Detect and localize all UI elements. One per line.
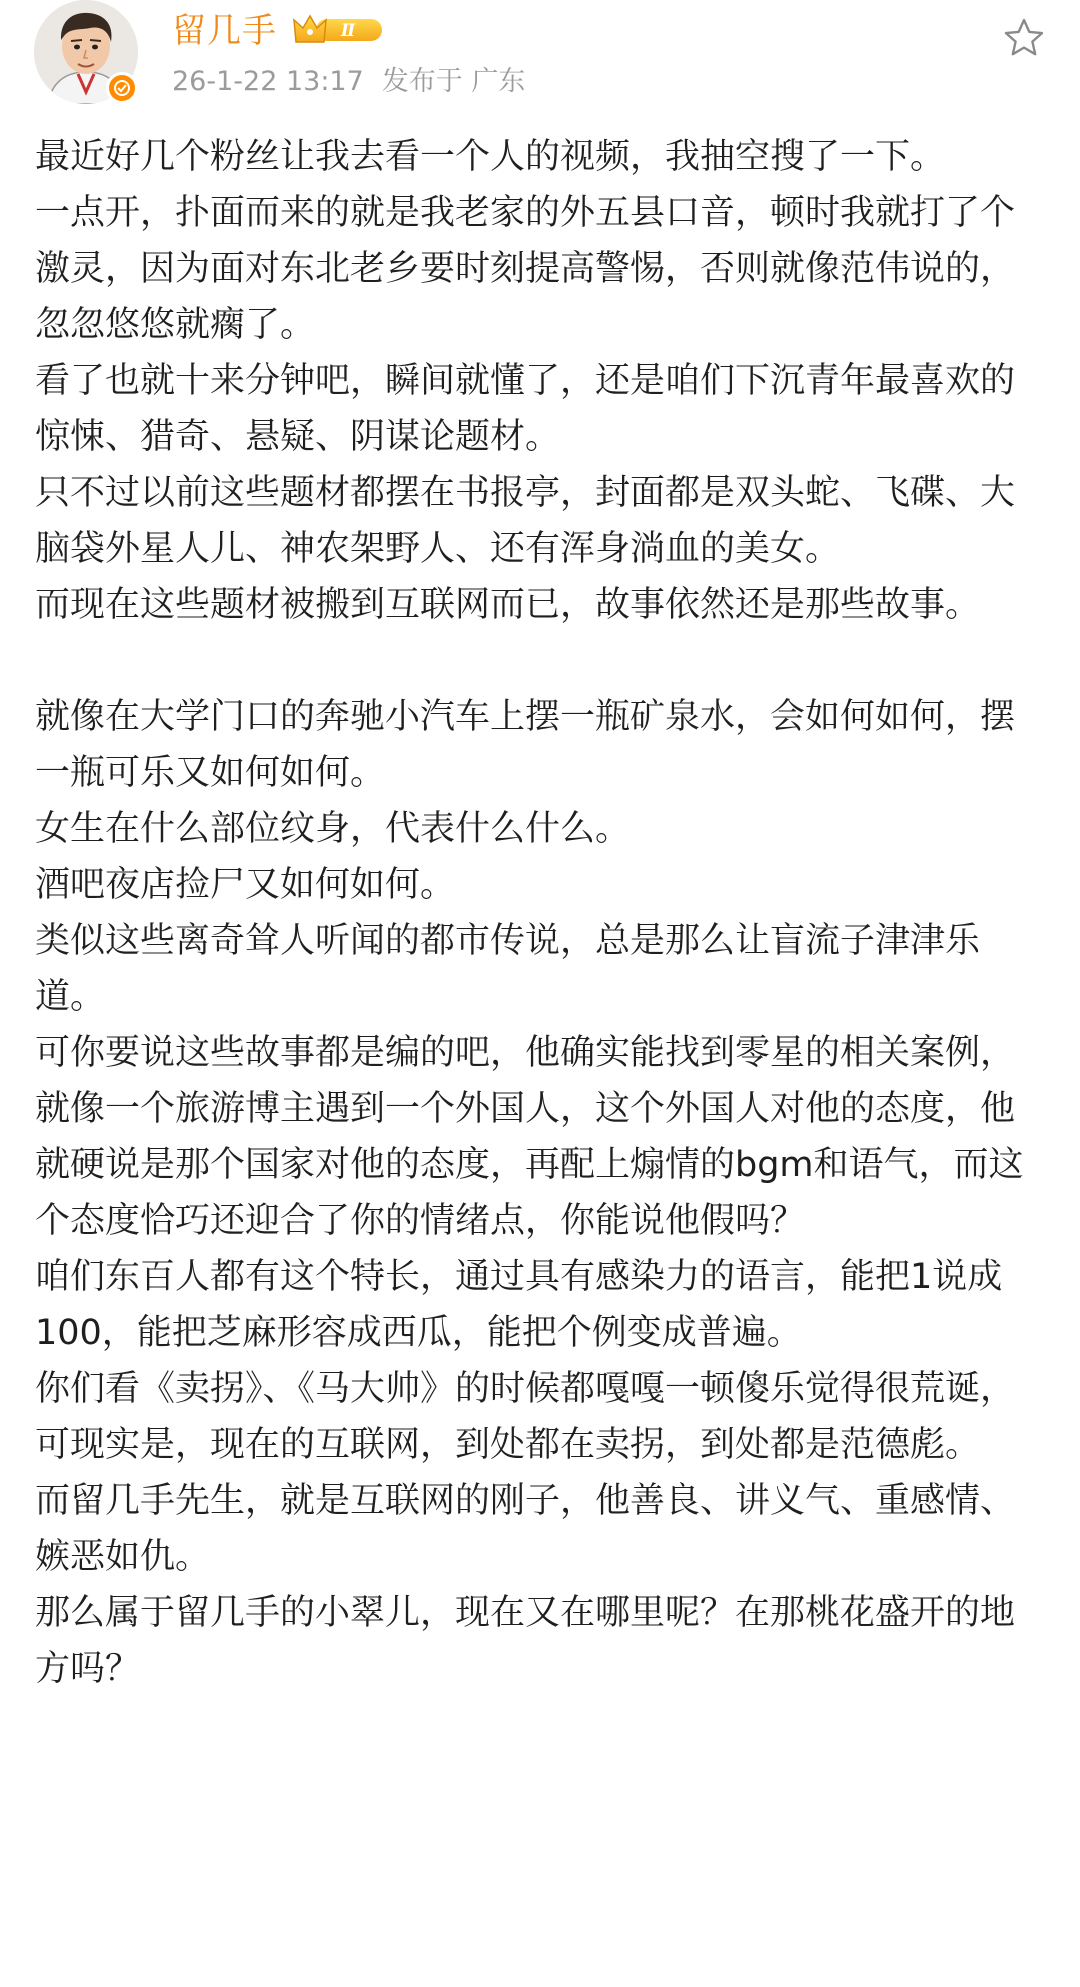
post-paragraph: 只不过以前这些题材都摆在书报亭，封面都是双头蛇、飞碟、大脑袋外星人儿、神农架野人、还有浑身淌血的美女。 xyxy=(35,473,1016,569)
vip-crown-badge-icon[interactable] xyxy=(292,12,386,48)
post-body xyxy=(35,129,1045,1697)
post-paragraph: 最近好几个粉丝让我去看一个人的视频，我抽空搜了一下。 xyxy=(35,137,946,177)
post-paragraph: 一点开，扑面而来的就是我老家的外五县口音，顿时我就打了个激灵，因为面对东北老乡要时刻提高警惕，否则就像范伟说的，忽忽悠悠就瘸了。 xyxy=(35,193,1016,345)
post-meta xyxy=(172,64,525,100)
post-paragraph: 而留几手先生，就是互联网的刚子，他善良、讲义气、重感情、嫉恶如仇。 xyxy=(35,1481,1016,1577)
post-time: 26-1-22 13:17 xyxy=(172,66,364,97)
username[interactable]: 留几手 xyxy=(172,11,277,51)
post-paragraph: 类似这些离奇耸人听闻的都市传说，总是那么让盲流子津津乐道。 xyxy=(35,921,981,1017)
post-paragraph: 就像在大学门口的奔驰小汽车上摆一瓶矿泉水，会如何如何，摆一瓶可乐又如何如何。 xyxy=(35,697,1016,793)
favorite-star-icon[interactable] xyxy=(1000,14,1048,62)
verified-badge-icon xyxy=(106,72,138,104)
post-location: 发布于 广东 xyxy=(381,66,526,97)
post-paragraph: 咱们东百人都有这个特长，通过具有感染力的语言，能把1说成100，能把芝麻形容成西瓜，能把个例变成普遍。 xyxy=(35,1257,1003,1353)
blank-line xyxy=(35,633,1045,689)
post-paragraph: 那么属于留几手的小翠儿，现在又在哪里呢？在那桃花盛开的地方吗？ xyxy=(35,1593,1016,1689)
post-paragraph: 酒吧夜店捡尸又如何如何。 xyxy=(35,865,456,905)
post-paragraph: 你们看《卖拐》、《马大帅》的时候都嘎嘎一顿傻乐觉得很荒诞，可现实是，现在的互联网，到处都在卖拐，到处都是范德彪。 xyxy=(35,1369,1016,1465)
post-paragraph: 看了也就十来分钟吧，瞬间就懂了，还是咱们下沉青年最喜欢的惊悚、猎奇、悬疑、阴谋论题材。 xyxy=(35,361,1016,457)
post-header xyxy=(0,0,1080,120)
vip-level-text: Ⅱ xyxy=(340,21,356,41)
post-paragraph: 女生在什么部位纹身，代表什么什么。 xyxy=(35,809,631,849)
post-paragraph: 而现在这些题材被搬到互联网而已，故事依然还是那些故事。 xyxy=(35,585,981,625)
post-paragraph: 可你要说这些故事都是编的吧，他确实能找到零星的相关案例，就像一个旅游博主遇到一个外国人，这个外国人对他的态度，他就硬说是那个国家对他的态度，再配上煽情的bgm和语气，而这个态度恰巧还迎合了你的情绪点，你能说他假吗？ xyxy=(35,1033,1024,1241)
